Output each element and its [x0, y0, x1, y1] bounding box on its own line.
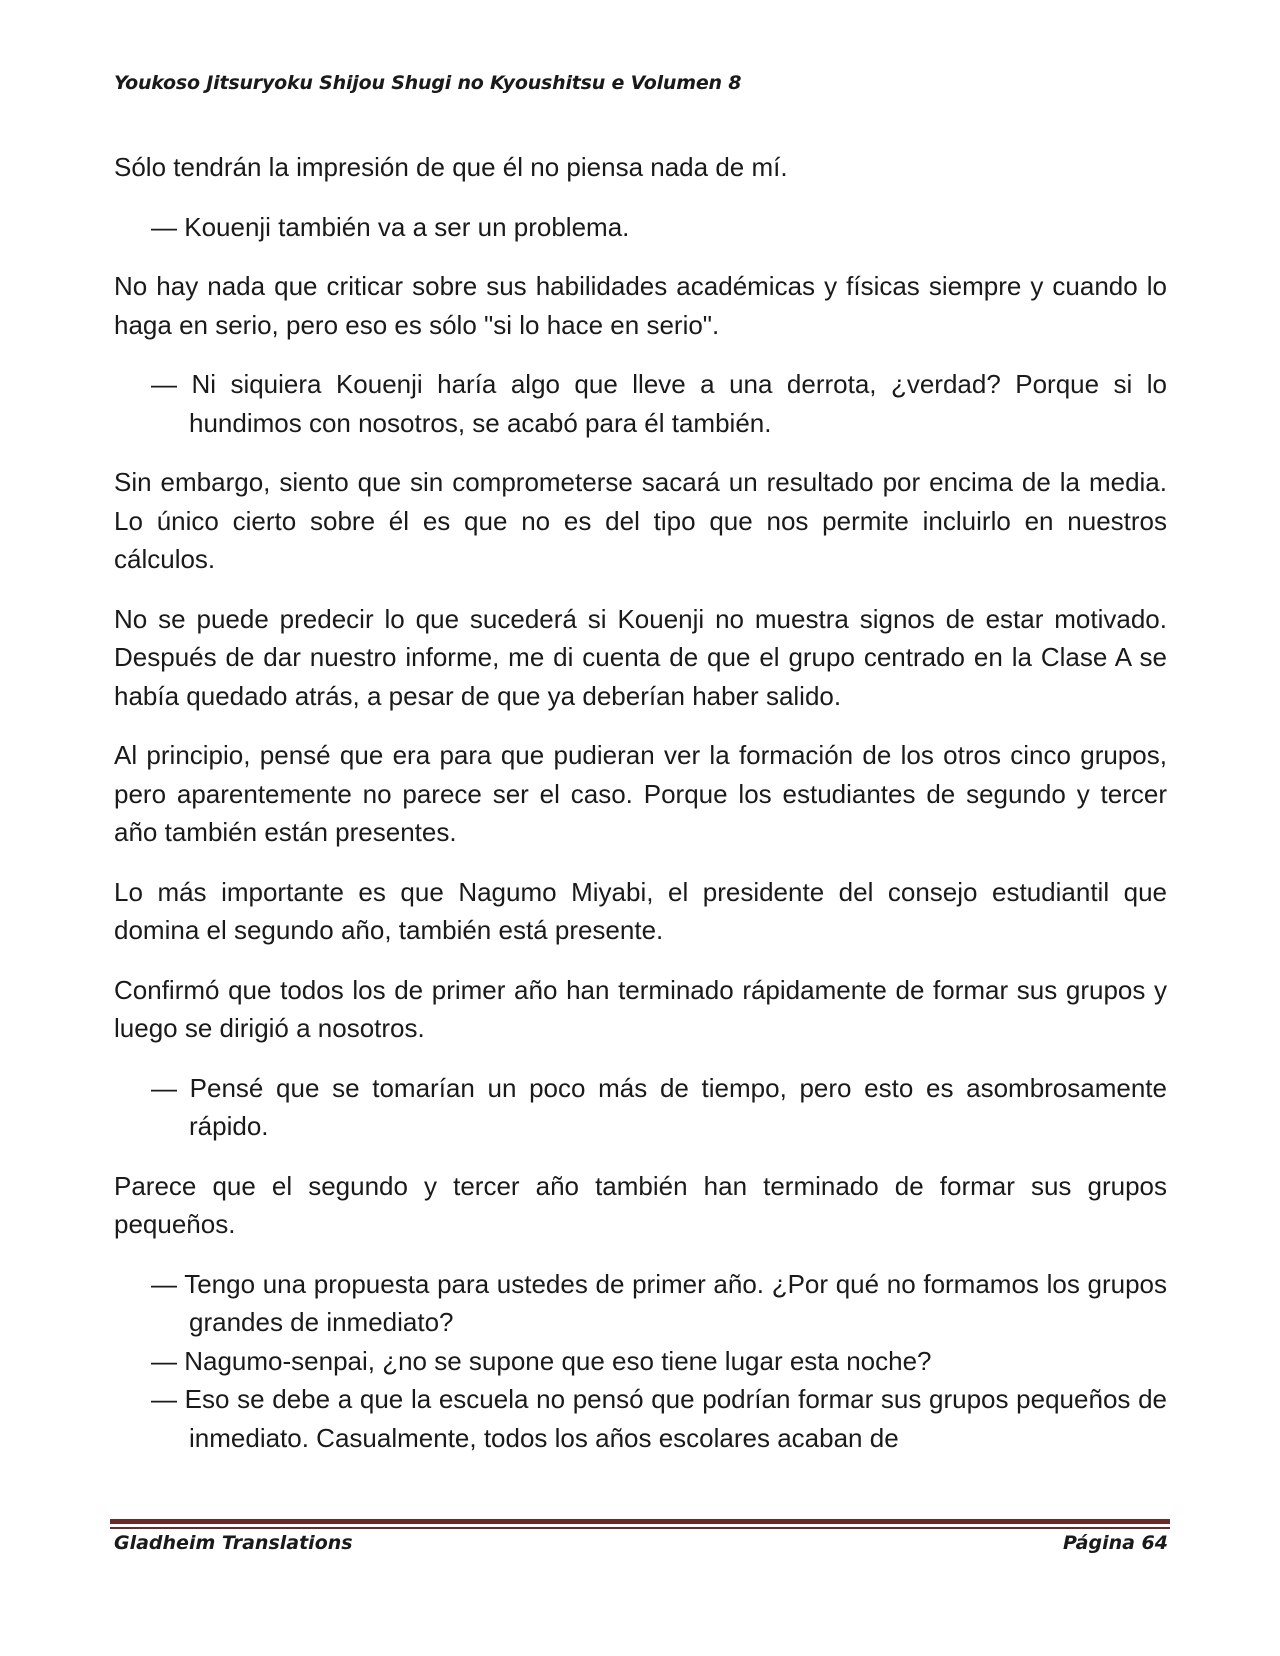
dialogue-line: — Ni siquiera Kouenji haría algo que lleve a una derrota, ¿verdad? Porque si lo hundimos con nosotros, se acabó para él también.	[151, 369, 1167, 438]
footer-divider-thick	[110, 1519, 1170, 1524]
dialogue-line: — Pensé que se tomarían un poco más de tiempo, pero esto es asombrosamente rápido.	[151, 1072, 1167, 1141]
dialogue-line: — Tengo una propuesta para ustedes de primer año. ¿Por qué no formamos los grupos grandes de inmediato?	[151, 1268, 1167, 1337]
paragraph: Lo más importante es que Nagumo Miyabi, el presidente del consejo estudiantil que domina el segundo año, también está presente.	[114, 876, 1167, 945]
paragraph: Al principio, pensé que era para que pudieran ver la formación de los otros cinco grupos, pero aparentemente no parece ser el caso. Porque los estudiantes de segundo y tercer año también están presentes.	[114, 740, 1167, 847]
paragraph: Parece que el segundo y tercer año también han terminado de formar sus grupos pequeños.	[114, 1170, 1167, 1239]
paragraph: Sólo tendrán la impresión de que él no piensa nada de mí.	[114, 152, 788, 182]
page-number: Página 64	[1062, 1532, 1168, 1554]
paragraph: Sin embargo, siento que sin comprometerse sacará un resultado por encima de la media. Lo único cierto sobre él es que no es del tipo que nos permite incluirlo en nuestros cálculos.	[114, 467, 1167, 574]
paragraph: Confirmó que todos los de primer año han terminado rápidamente de formar sus grupos y luego se dirigió a nosotros.	[114, 974, 1167, 1043]
footer-divider-thin	[110, 1527, 1170, 1529]
body-text	[114, 148, 1167, 1457]
dialogue-line: — Kouenji también va a ser un problema.	[151, 211, 630, 242]
running-header: Youkoso Jitsuryoku Shijou Shugi no Kyoushitsu e Volumen 8	[114, 72, 742, 94]
paragraph: No hay nada que criticar sobre sus habilidades académicas y físicas siempre y cuando lo haga en serio, pero eso es sólo "si lo hace en serio".	[114, 271, 1167, 340]
dialogue-line: — Nagumo-senpai, ¿no se supone que eso tiene lugar esta noche?	[151, 1345, 932, 1376]
footer-credit: Gladheim Translations	[114, 1532, 353, 1554]
dialogue-line: — Eso se debe a que la escuela no pensó que podrían formar sus grupos pequeños de inmediato. Casualmente, todos los años escolares acaban de	[151, 1384, 1167, 1453]
paragraph: No se puede predecir lo que sucederá si Kouenji no muestra signos de estar motivado. Después de dar nuestro informe, me di cuenta de que el grupo centrado en la Clase A se había quedado atrás, a pesar de que ya deberían haber salido.	[114, 603, 1167, 711]
